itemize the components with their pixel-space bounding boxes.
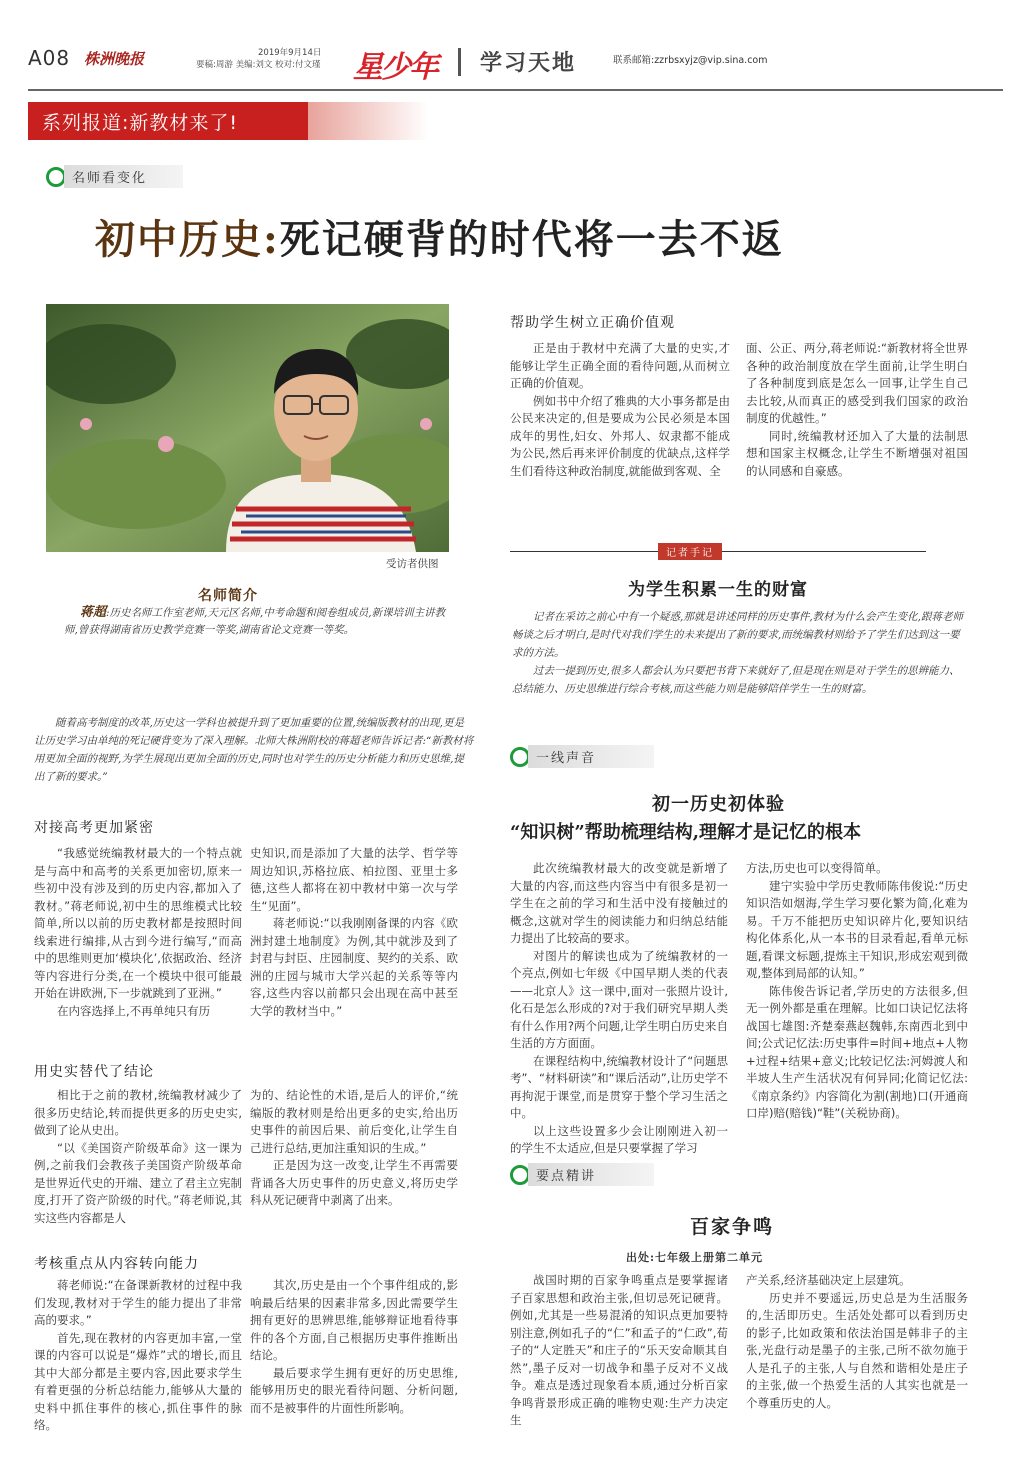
green-circle-icon <box>510 1165 530 1185</box>
bio-title: 名师简介 <box>198 588 258 604</box>
section-heading-1: 对接高考更加紧密 <box>34 820 154 836</box>
headline-part2: 死记硬背的时代将一去不返 <box>279 216 784 263</box>
s4-col2: 面、公正、两分,蒋老师说:“新教材将全世界各种的政治制度放在学生面前,让学生明白了各种制度到底是怎么一回事,让学生自己去比较,从而真正的感受到我们国家的政治制度的优越性。” 同时,统编教材还加入了大量的法制思想和国家主权概念,让学生不断增强对祖国的认同感和自豪感。 <box>746 341 968 478</box>
voice-col1: 此次统编教材最大的改变就是新增了大量的内容,而这些内容当中有很多是初一学生在之前的学习和生活中没有接触过的概念,这就对学生的阅读能力和归纳总结能力提出了比较高的要求。 对图片的解读也成为了统编教材的一个亮点,例如七年级《中国早期人类的代表——北京人》这一课中,面对一张照片设计,化石是怎么形成的?对于我们研究早期人类有什么作用?两个问题,让学生明白历史来自生活的方方面面。 在课程结构中,统编教材设计了“问题思考”、“材料研读”和“课后活动”,让历史学不再拘泥于课堂,而是贯穿于整个学习生活之中。 以上这些设置多少会让刚刚进入初一的学生不太适应,但是只要掌握了学习 <box>510 861 728 1155</box>
intro-paragraph: 随着高考制度的改革,历史这一学科也被提升到了更加重要的位置,统编版教材的出现,更是让历史学习由单纯的死记硬背变为了深入理解。北师大株洲附校的蒋超老师告诉记者:“新教材将用更加全面的视野,为学生展现出更加全面的历史,同时也对学生的历史分析能力和历史思维,提出了新的要求。” <box>34 717 474 783</box>
points-col2: 产关系,经济基础决定上层建筑。 历史并不要遥远,历史总是为生活服务的,生活即历史。生活处处都可以看到历史的影子,比如政策和依法治国是韩非子的主张,光盘行动是墨子的主张,己所不欲勿施于人是孔子的主张,人与自然和谐相处是庄子的主张,做一个热爱生活的人其实也就是一个尊重历史的人。 <box>746 1273 968 1410</box>
s1-col1: “我感觉统编教材最大的一个特点就是与高中和高考的关系更加密切,原来一些初中没有涉及到的历史内容,都加入了教材。”蒋老师说,初中生的思维模式比较简单,所以以前的历史教材都是按照时间线索进行编排,从古到今进行编写,“而高中的思维则更加‘模块化’,依据政治、经济等内容进行分类,在一个模块中很可能最开始在讲欧洲,下一步就跳到了亚洲。” 在内容选择上,不再单纯只有历 <box>34 846 242 1018</box>
masthead <box>28 40 1003 88</box>
paper-logo: 株洲晚报 <box>84 50 145 68</box>
points-col1: 战国时期的百家争鸣重点是要掌握诸子百家思想和政治主张,但切忌死记硬背。例如,尤其是一些易混淆的知识点更加要特别注意,例如孔子的“仁”和孟子的“仁政”,荀子的“人定胜天”和庄子的“乐天安命顺其自然”,墨子反对一切战争和墨子反对不义战争。难点是透过现象看本质,通过分析百家争鸣背景形成正确的唯物史观:生产力决定生 <box>510 1273 728 1427</box>
bio-text: 蒋超:历史名师工作室老师,天元区名师,中考命题和阅卷组成员,新课培训主讲教师,曾获得湖南省历史教学竞赛一等奖,湖南省论文竞赛一等奖。 <box>64 605 446 636</box>
voice-tag <box>510 745 654 768</box>
points-title: 百家争鸣 <box>690 1216 775 1238</box>
note-title: 为学生积累一生的财富 <box>628 580 808 600</box>
green-circle-icon <box>510 747 530 767</box>
teacher-photo <box>46 304 449 552</box>
series-banner-text: 系列报道:新教材来了! <box>42 112 239 134</box>
points-source: 出处:七年级上册第二单元 <box>626 1251 764 1264</box>
voice-tag-label: 一线声音 <box>528 745 654 768</box>
s2-col1: 相比于之前的教材,统编教材减少了很多历史结论,转而提供更多的历史史实,做到了论从史出。 “以《美国资产阶级革命》这一课为例,之前我们会教孩子美国资产阶级革命是世界近代史的开端、建立了君主立宪制度,打开了资产阶级的时代。”蒋老师说,其实这些内容都是人 <box>34 1088 242 1225</box>
headline-part1: 初中历史: <box>95 216 280 263</box>
section-tag <box>46 165 183 188</box>
series-banner-shade <box>308 102 428 140</box>
section-heading-4: 帮助学生树立正确价值观 <box>510 315 675 331</box>
voice-title-1: 初一历史初体验 <box>652 794 785 815</box>
header-divider <box>458 48 461 76</box>
contact-email: 联系邮箱:zzrbsxyjz@vip.sina.com <box>613 55 768 66</box>
main-headline <box>95 208 784 265</box>
masthead-rule <box>28 89 1003 91</box>
green-circle-icon <box>46 167 66 187</box>
note-body: 记者在采访之前心中有一个疑惑,那就是讲述同样的历史事件,教材为什么会产生变化,跟蒋老师畅谈之后才明白,是时代对我们学生的未来提出了新的要求,而统编教材则给予了学生们达到这一要求的方法。 过去一提到历史,很多人都会认为只要把书背下来就好了,但是现在则是对于学生的思辨能力、总结能力、历史思维进行综合考核,而这些能力则是能够陪伴学生一生的财富。 <box>512 611 964 695</box>
portrait-illustration <box>46 304 449 552</box>
section-heading-3: 考核重点从内容转向能力 <box>34 1256 199 1272</box>
points-tag-label: 要点精讲 <box>528 1163 654 1186</box>
bio-name: 蒋超 <box>80 605 107 620</box>
voice-title-2: “知识树”帮助梳理结构,理解才是记忆的根本 <box>510 822 861 843</box>
page-number: A08 <box>28 46 71 70</box>
s1-col2: 史知识,而是添加了大量的法学、哲学等周边知识,苏格拉底、柏拉图、亚里士多德,这些人都将在初中教材中第一次与学生“见面”。 蒋老师说:“以我刚刚备课的内容《欧洲封建土地制度》为例,其中就涉及到了封君与封臣、庄园制度、契约的关系、欧洲的庄园与城市大学兴起的关系等等内容,这些内容以前都只会出现在高中甚至大学的教材当中。” <box>250 846 458 1018</box>
note-tag: 记者手记 <box>658 543 722 560</box>
s2-col2: 为的、结论性的术语,是后人的评价,“统编版的教材则是给出更多的史实,给出历史事件的前因后果、前后变化,让学生自己进行总结,更加注重知识的生成。” 正是因为这一改变,让学生不再需要背诵各大历史事件的历史意义,将历史学科从死记硬背中剥离了出来。 <box>250 1088 458 1207</box>
issue-date: 2019年9月14日 <box>258 48 322 58</box>
s3-col1: 蒋老师说:“在备课新教材的过程中我们发现,教材对于学生的能力提出了非常高的要求。” 首先,现在教材的内容更加丰富,一堂课的内容可以说是“爆炸”式的增长,而且其中大部分都是主要内容,因此要求学生有着更强的分析总结能力,能够从大量的史料中抓住事件的核心,抓住事件的脉络。 <box>34 1278 242 1432</box>
section-heading-2: 用史实替代了结论 <box>34 1064 154 1080</box>
photo-credit: 受访者供图 <box>386 558 439 570</box>
s3-col2: 其次,历史是由一个个事件组成的,影响最后结果的因素非常多,因此需要学生拥有更好的思辨思维,能够辩证地看待事件的各个方面,自己根据历史事件推断出结论。 最后要求学生拥有更好的历史思维,能够用历史的眼光看待问题、分析问题,而不是被事件的片面性所影响。 <box>250 1278 458 1415</box>
voice-col2: 方法,历史也可以变得简单。 建宁实验中学历史教师陈伟俊说:“历史知识浩如烟海,学生学习要化繁为简,化难为易。千万不能把历史知识碎片化,要知识结构化体系化,从一本书的目录看起,看单元标题,看课文标题,提炼主干知识,形成宏观到微观,整体到局部的认知。” 陈伟俊告诉记者,学历史的方法很多,但无一例外都是重在理解。比如口诀记忆法将战国七雄图:齐楚秦燕赵魏韩,东南西北到中间;公式记忆法:历史事件=时间+地点+人物+过程+结果+意义;比较记忆法:河姆渡人和半坡人生产生活状况有何异同;化简记忆法:《南京条约》内容简化为割(割地)口(开通商口岸)赔(赔钱)“鞋”(关税协商)。 <box>746 861 968 1120</box>
channel-title: 学习天地 <box>480 51 577 76</box>
s4-col1: 正是由于教材中充满了大量的史实,才能够让学生正确全面的看待问题,从而树立正确的价值观。 例如书中介绍了雅典的大小事务都是由公民来决定的,但是要成为公民必须是本国成年的男性,妇女、外邦人、奴隶都不能成为公民,然后再来评价制度的优缺点,这样学生们看待这种政治制度,就能做到客观、全 <box>510 341 730 478</box>
brand-logo: 星少年 <box>353 50 437 85</box>
points-tag <box>510 1163 654 1186</box>
editor-credits: 要稿:周游 美编:刘文 校对:付文瑾 <box>196 60 321 70</box>
section-tag-label: 名师看变化 <box>64 165 183 188</box>
